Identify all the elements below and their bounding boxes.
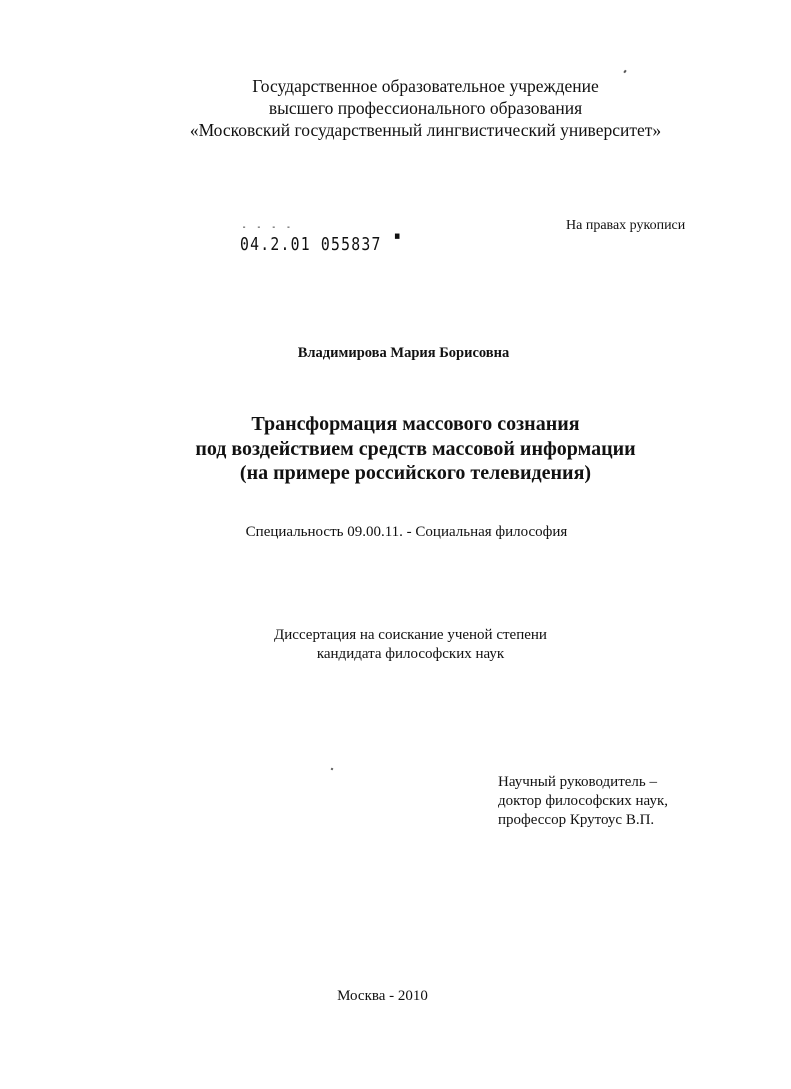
specialty-line: Специальность 09.00.11. - Социальная философия xyxy=(245,524,568,540)
manuscript-rights-note: На правах рукописи xyxy=(566,218,686,233)
supervisor-line: профессор Крутоус В.П. xyxy=(498,812,655,828)
institution-name xyxy=(30,75,791,141)
title-line: (на примере российского телевидения) xyxy=(239,462,592,484)
title-line: Трансформация массового сознания xyxy=(251,413,580,435)
supervisor-line: доктор философских наук, xyxy=(498,793,668,809)
supervisor-line: Научный руководитель – xyxy=(498,774,657,790)
catalog-code-stamp xyxy=(240,222,401,255)
institution-line: высшего профессионального образования xyxy=(268,98,583,118)
institution-line: «Московский государственный лингвистический университет» xyxy=(189,120,662,140)
title-line: под воздействием средств массовой информации xyxy=(195,437,636,460)
dissertation-title xyxy=(20,412,791,486)
scan-speck xyxy=(331,768,334,771)
degree-line: кандидата философских наук xyxy=(316,646,505,662)
author-name: Владимирова Мария Борисовна xyxy=(297,345,510,361)
catalog-code-value: 04.2.01 055837 xyxy=(240,234,382,255)
scientific-supervisor xyxy=(498,773,668,830)
institution-line: Государственное образовательное учреждение xyxy=(252,76,599,96)
stamp-dots: - - - - xyxy=(241,222,294,233)
degree-line: Диссертация на соискание ученой степени xyxy=(274,627,547,643)
degree-statement xyxy=(15,626,791,664)
city-year: Москва - 2010 xyxy=(337,988,428,1004)
stamp-mark: ▀ xyxy=(395,235,401,245)
scan-speck xyxy=(623,70,626,74)
